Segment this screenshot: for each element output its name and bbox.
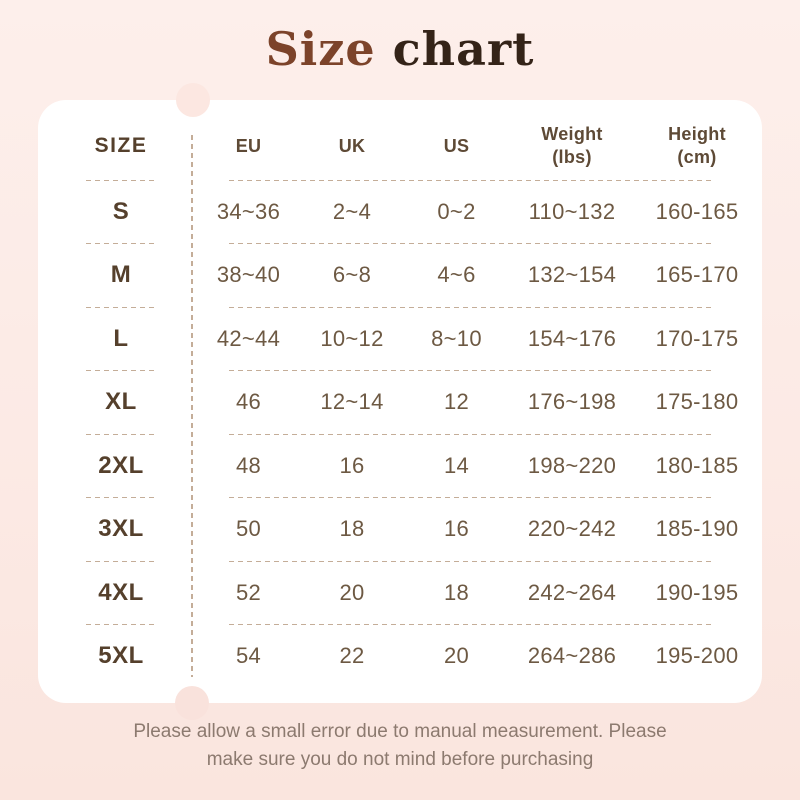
table-row (38, 625, 762, 689)
cell-us: 0~2 (437, 198, 476, 224)
separator-long-segment (229, 624, 712, 625)
row-size-label: L (113, 324, 129, 352)
separator-short-segment (86, 307, 155, 308)
row-size-label: S (112, 197, 130, 225)
cell-height: 165-170 (655, 262, 739, 288)
separator-short-segment (86, 370, 155, 371)
table-row (38, 561, 762, 625)
table-header (38, 100, 762, 180)
cell-us: 4~6 (437, 262, 476, 288)
cell-uk: 20 (339, 579, 365, 605)
cell-height: 195-200 (655, 643, 739, 669)
cell-weight: 110~132 (528, 198, 616, 224)
column-header-height-unit: (cm) (677, 147, 717, 167)
table-row (38, 307, 762, 371)
row-size-label: 3XL (98, 515, 144, 543)
separator-short-segment (86, 180, 155, 181)
cell-uk: 16 (339, 452, 365, 478)
column-header-uk: UK (338, 135, 366, 156)
column-divider-dashed-line (191, 135, 193, 677)
cell-us: 18 (443, 579, 470, 605)
cell-height: 175-180 (655, 389, 739, 415)
separator-short-segment (86, 497, 155, 498)
cell-weight: 176~198 (527, 389, 617, 415)
cell-uk: 2~4 (332, 198, 372, 224)
size-chart-card (38, 100, 762, 703)
cell-height: 180-185 (655, 452, 739, 478)
cell-weight: 154~176 (527, 325, 617, 351)
cell-weight: 198~220 (527, 452, 617, 478)
bottom-notch-decoration (175, 686, 209, 720)
cell-eu: 34~36 (216, 198, 281, 224)
cell-eu: 38~40 (216, 262, 281, 288)
cell-eu: 42~44 (216, 325, 281, 351)
page-title-accent: Size (265, 22, 376, 76)
cell-uk: 22 (339, 643, 365, 669)
table-row (38, 434, 762, 498)
column-header-weight-unit: (lbs) (552, 147, 592, 167)
column-header-eu: EU (235, 135, 262, 156)
column-header-weight-label: Weight (541, 124, 603, 144)
separator-long-segment (229, 307, 712, 308)
row-size-label: XL (105, 388, 137, 416)
page-title-rest: chart (375, 22, 535, 76)
separator-short-segment (86, 434, 155, 435)
cell-eu: 46 (235, 389, 262, 415)
separator-short-segment (86, 561, 155, 562)
separator-short-segment (86, 624, 155, 625)
separator-long-segment (229, 243, 712, 244)
table-row (38, 371, 762, 435)
row-size-label: 4XL (98, 578, 144, 606)
table-row (38, 498, 762, 562)
separator-long-segment (229, 180, 712, 181)
separator-long-segment (229, 434, 712, 435)
cell-us: 20 (443, 643, 470, 669)
row-size-label: 5XL (98, 642, 144, 670)
cell-height: 160-165 (655, 198, 739, 224)
separator-short-segment (86, 243, 155, 244)
column-header-size: SIZE (94, 134, 148, 157)
table-row (38, 244, 762, 308)
row-size-label: 2XL (98, 451, 144, 479)
cell-us: 8~10 (431, 325, 482, 351)
separator-long-segment (229, 561, 712, 562)
cell-uk: 12~14 (320, 389, 384, 415)
cell-eu: 52 (235, 579, 262, 605)
column-header-us: US (443, 135, 470, 156)
cell-weight: 132~154 (527, 262, 617, 288)
cell-uk: 18 (339, 516, 365, 542)
page-title (0, 20, 800, 78)
separator-long-segment (229, 370, 712, 371)
cell-eu: 50 (235, 516, 262, 542)
cell-weight: 264~286 (527, 643, 617, 669)
cell-weight: 220~242 (527, 516, 617, 542)
column-header-height-label: Height (668, 124, 726, 144)
cell-uk: 6~8 (332, 262, 372, 288)
cell-us: 16 (443, 516, 470, 542)
measurement-disclaimer-note: Please allow a small error due to manual measurement. Please make sure you do not mind before purchasing (133, 721, 667, 770)
top-notch-decoration (176, 83, 210, 117)
cell-eu: 54 (235, 643, 262, 669)
cell-weight: 242~264 (527, 579, 617, 605)
cell-eu: 48 (235, 452, 262, 478)
cell-height: 170-175 (655, 325, 739, 351)
column-header-height (632, 123, 762, 169)
table-rows (38, 180, 762, 688)
cell-us: 14 (443, 452, 470, 478)
row-size-label: M (110, 261, 132, 289)
separator-long-segment (229, 497, 712, 498)
column-header-weight (512, 123, 632, 169)
cell-us: 12 (443, 389, 470, 415)
cell-height: 190-195 (655, 579, 739, 605)
table-row (38, 180, 762, 244)
cell-height: 185-190 (655, 516, 739, 542)
cell-uk: 10~12 (320, 325, 384, 351)
